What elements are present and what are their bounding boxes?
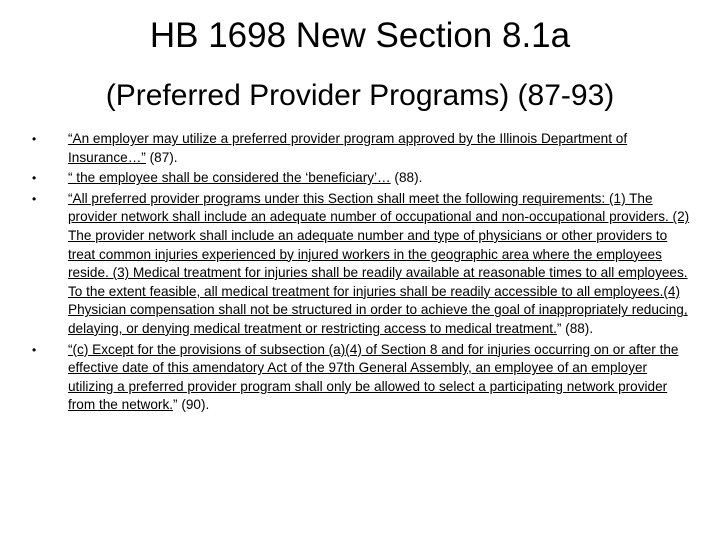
bullet-icon: • — [32, 342, 37, 357]
bullet-quote: “ the employee shall be considered the ‘beneficiary’… — [68, 170, 391, 186]
slide-subtitle: (Preferred Provider Programs) (87-93) — [105, 79, 615, 112]
bullet-item-network-selection — [30, 341, 690, 415]
slide-title: HB 1698 New Section 8.1a — [149, 16, 571, 55]
bullet-quote: “(c) Except for the provisions of subsection (a)(4) of Section 8 and for injuries occurring on or after the effective date of this amendatory Act of the 97th General Assembly, an employee of an employer utilizing a preferred provider program shall only be allowed to select a participating network provider from the network. — [68, 341, 679, 413]
bullet-citation: (87). — [145, 149, 178, 165]
bullet-quote: “An employer may utilize a preferred provider program approved by the Illinois Department of Insurance…” — [68, 131, 628, 165]
bullet-icon: • — [32, 171, 37, 186]
bullet-icon: • — [32, 191, 37, 206]
bullet-item-insurance-approval — [30, 130, 690, 167]
bullet-citation: ” (90). — [173, 397, 210, 413]
bullet-item-beneficiary — [30, 169, 690, 188]
bullet-item-requirements — [30, 190, 690, 339]
bullet-quote: “All preferred provider programs under this Section shall meet the following requirements: (1) The provider network shall include an adequate number of occupational and non-occupational providers. (2) The provider network shall include an adequate number and type of physicians or other providers to treat common injuries experienced by injured workers in the geographic area where the employees reside. (3) Medical treatment for injuries shall be readily available at reasonable times to all employees. To the extent feasible, all medical treatment for injuries shall be readily accessible to all employees.(4) Physician compensation shall not be structured in order to achieve the goal of inappropriately reducing, delaying, or denying medical treatment or restricting access to medical treatment. — [68, 190, 690, 336]
bullet-list — [30, 130, 690, 417]
bullet-icon: • — [32, 132, 37, 146]
bullet-citation: (88). — [390, 170, 423, 186]
bullet-citation: ” (88). — [556, 320, 594, 336]
